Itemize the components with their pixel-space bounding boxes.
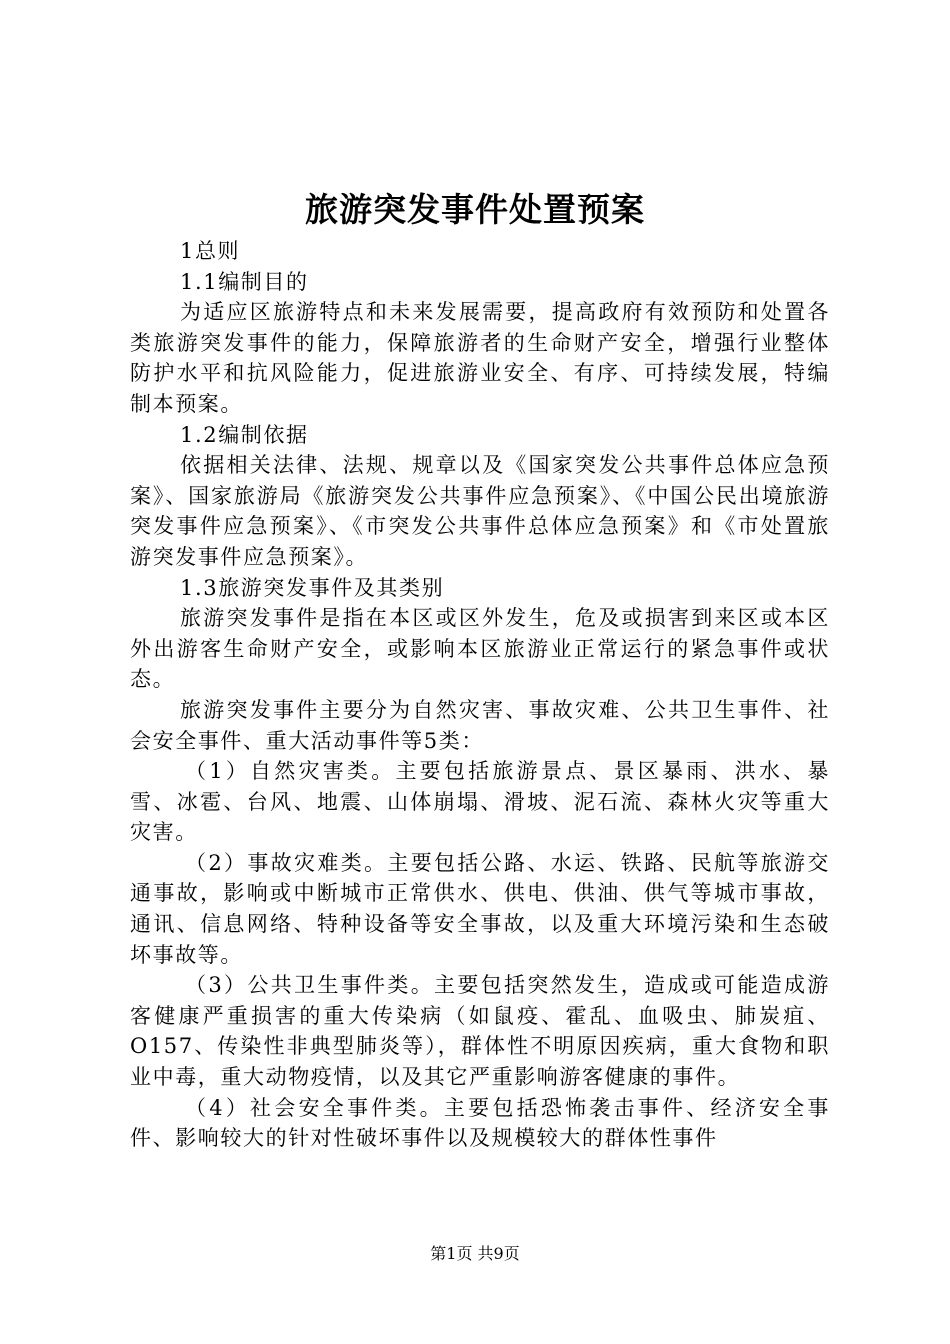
paragraph: 旅游突发事件主要分为自然灾害、事故灾难、公共卫生事件、社会安全事件、重大活动事件等5类：: [130, 697, 830, 753]
document-body: [130, 236, 830, 1154]
paragraph: 依据相关法律、法规、规章以及《国家突发公共事件总体应急预案》、国家旅游局《旅游突发公共事件应急预案》、《中国公民出境旅游突发事件应急预案》、《市突发公共事件总体应急预案》和《市处置旅游突发事件应急预案》。: [130, 453, 830, 569]
paragraph: 1.1编制目的: [180, 269, 309, 294]
paragraph: 1.2编制依据: [180, 422, 309, 447]
document-title: 旅游突发事件处置预案: [305, 190, 645, 229]
paragraph: （1）自然灾害类。主要包括旅游景点、景区暴雨、洪水、暴雪、冰雹、台风、地震、山体崩塌、滑坡、泥石流、森林火灾等重大灾害。: [130, 759, 830, 845]
page-footer: 第1页 共9页: [430, 1244, 520, 1263]
paragraph: 1总则: [180, 239, 241, 263]
paragraph: 为适应区旅游特点和未来发展需要，提高政府有效预防和处置各类旅游突发事件的能力，保障旅游者的生命财产安全，增强行业整体防护水平和抗风险能力，促进旅游业安全、有序、可持续发展，特编制本预案。: [130, 300, 830, 416]
paragraph: （2）事故灾难类。主要包括公路、水运、铁路、民航等旅游交通事故，影响或中断城市正常供水、供电、供油、供气等城市事故，通讯、信息网络、特种设备等安全事故，以及重大环境污染和生态破坏事故等。: [130, 850, 830, 967]
paragraph: （3）公共卫生事件类。主要包括突然发生，造成或可能造成游客健康严重损害的重大传染病（如鼠疫、霍乱、血吸虫、肺炭疽、O157、传染性非典型肺炎等），群体性不明原因疾病，重大食物和职业中毒，重大动物疫情，以及其它严重影响游客健康的事件。: [130, 973, 830, 1090]
paragraph: （4）社会安全事件类。主要包括恐怖袭击事件、经济安全事件、影响较大的针对性破坏事件以及规模较大的群体性事件: [130, 1095, 830, 1151]
paragraph: 1.3旅游突发事件及其类别: [180, 575, 445, 600]
paragraph: 旅游突发事件是指在本区或区外发生，危及或损害到来区或本区外出游客生命财产安全，或影响本区旅游业正常运行的紧急事件或状态。: [130, 606, 830, 692]
